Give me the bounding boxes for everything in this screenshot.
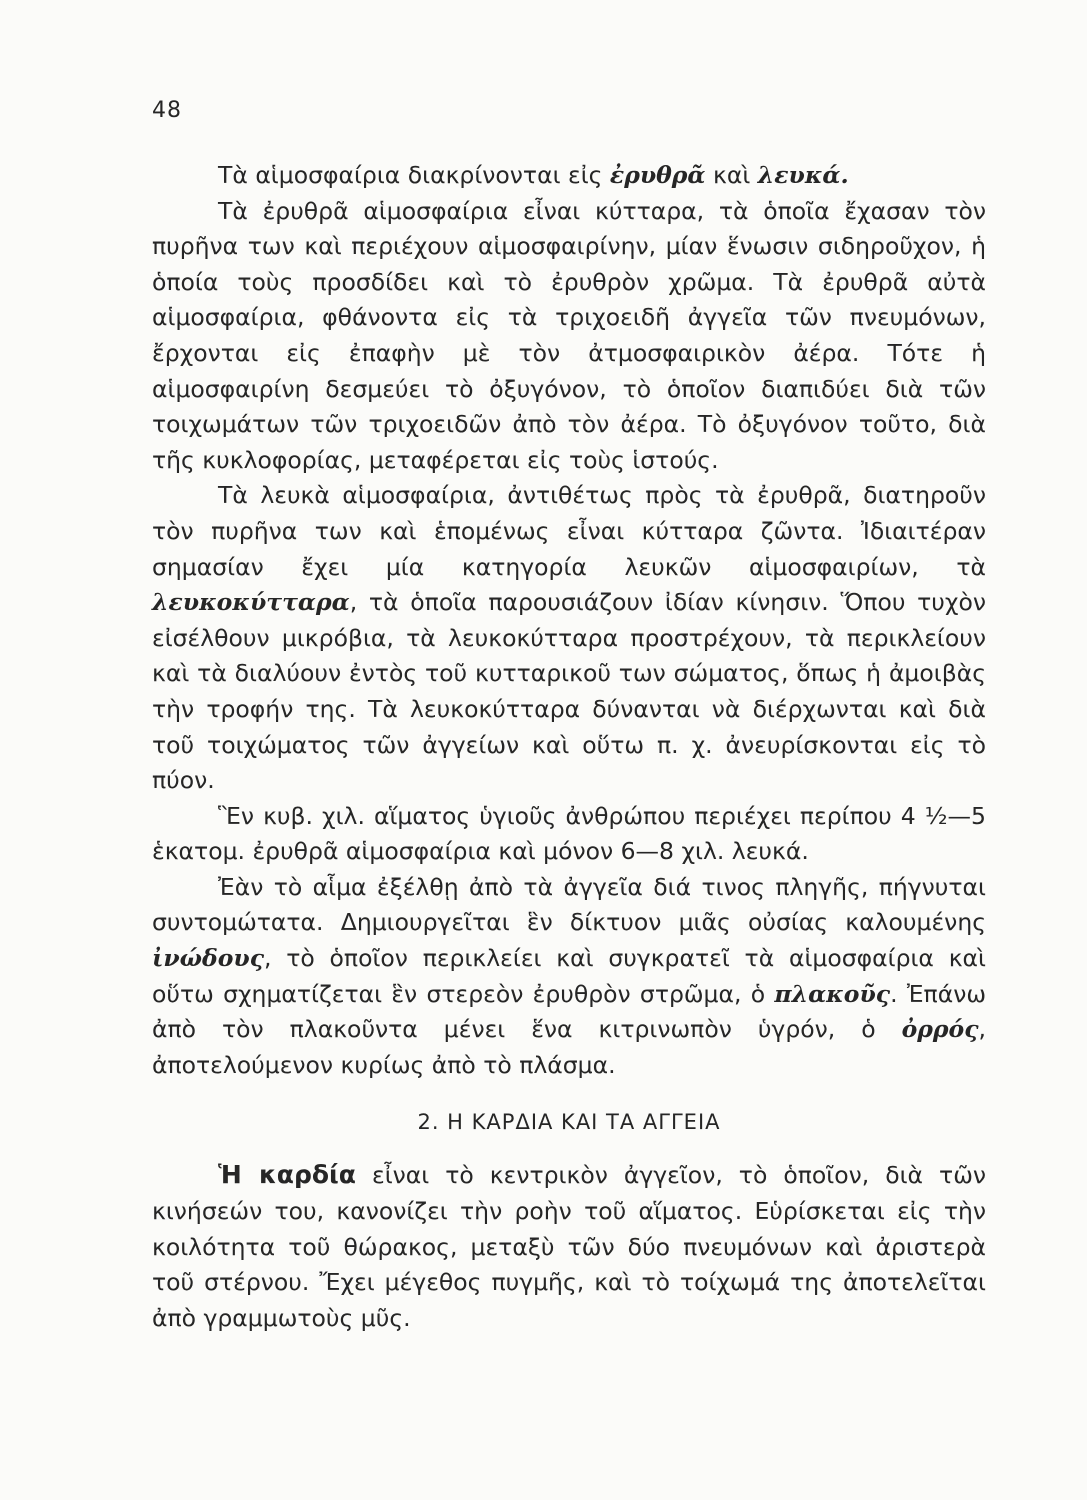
strong-term-heart: Ἡ καρδία (218, 1160, 356, 1190)
paragraph-white-blood-cells (152, 478, 986, 798)
paragraph-text: , τὰ ὁποῖα παρουσιάζουν ἰδίαν κίνησιν. Ὅπου τυχὸν εἰσέλθουν μικρόβια, τὰ λευκοκύτταρα προστρέχουν, τὰ περικλείουν καὶ τὰ διαλύουν ἐντὸς τοῦ κυτταρικοῦ των σώματος, ὅπως ἡ ἀμοιβὰς τὴν τροφήν της. Τὰ λευκοκύτταρα δύνανται νὰ διέρχωνται καὶ διὰ τοῦ τοιχώματος τῶν ἀγγείων καὶ οὕτω π. χ. ἀνευρίσκονται εἰς τὸ πύον. (152, 588, 986, 795)
paragraph-text: , ἀποτελούμενον κυρίως ἀπὸ τὸ πλάσμα. (152, 1015, 986, 1079)
emphasis-term-clot: πλακοῦς (774, 979, 891, 1008)
paragraph-text: καὶ (705, 161, 758, 189)
paragraph-red-blood-cells: Τὰ ἐρυθρᾶ αἱμοσφαίρια εἶναι κύτταρα, τὰ ὁποῖα ἔχασαν τὸν πυρῆνα των καὶ περιέχουν αἱμοσφαιρίνην, μίαν ἕνωσιν σιδηροῦχον, ἡ ὁποία τοὺς προσδίδει καὶ τὸ ἐρυθρὸν χρῶμα. Τὰ ἐρυθρᾶ αὐτὰ αἱμοσφαίρια, φθάνοντα εἰς τὰ τριχοειδῆ ἀγγεῖα τῶν πνευμόνων, ἔρχονται εἰς ἐπαφὴν μὲ τὸν ἀτμοσφαιρικὸν ἀέρα. Τότε ἡ αἱμοσφαιρίνη δεσμεύει τὸ ὀξυγόνον, τὸ ὁποῖον διαπιδύει διὰ τῶν τοιχωμάτων τῶν τριχοειδῶν ἀπὸ τὸν ἀέρα. Τὸ ὀξυγόνον τοῦτο, διὰ τῆς κυκλοφορίας, μεταφέρεται εἰς τοὺς ἱστούς. (152, 196, 986, 474)
paragraph-text: εἶναι τὸ κεντρικὸν ἀγγεῖον, τὸ ὁποῖον, διὰ τῶν κινήσεών του, κανονίζει τὴν ροὴν τοῦ αἵματος. Εὑρίσκεται εἰς τὴν κοιλότητα τοῦ θώρακος, μεταξὺ τῶν δύο πνευμόνων καὶ ἀριστερὰ τοῦ στέρνου. Ἔχει μέγεθος πυγμῆς, καὶ τὸ τοίχωμά της ἀποτελεῖται ἀπὸ γραμμωτοὺς μῦς. (152, 1161, 986, 1332)
paragraph-text: , τὸ ὁποῖον περικλείει καὶ συγκρατεῖ τὰ αἱμοσφαίρια καὶ οὕτω σχηματίζεται ἓν στερεὸν ἐρυθρὸν στρῶμα, ὁ (152, 944, 986, 1008)
emphasis-term-leukocytes: λευκοκύτταρα (152, 588, 350, 617)
paragraph-blood-counts: Ἓν κυβ. χιλ. αἵματος ὑγιοῦς ἀνθρώπου περιέχει περίπου 4 ½—5 ἑκατομ. ἐρυθρᾶ αἱμοσφαίρια καὶ μόνον 6—8 χιλ. λευκά. (152, 801, 986, 866)
page-body (152, 158, 986, 1336)
paragraph-text: Τὰ αἱμοσφαίρια διακρίνονται εἰς (218, 161, 610, 189)
emphasis-term-serum: ὀρρός (901, 1015, 979, 1044)
page-number: 48 (152, 98, 182, 123)
paragraph-text: . Ἐπάνω ἀπὸ τὸν πλακοῦντα μένει ἕνα κιτρινωπὸν ὑγρόν, ὁ (152, 979, 986, 1044)
paragraph-text: Τὰ λευκὰ αἱμοσφαίρια, ἀντιθέτως πρὸς τὰ ἐρυθρᾶ, διατηροῦν τὸν πυρῆνα των καὶ ἑπομένως εἶναι κύτταρα ζῶντα. Ἰδιαιτέραν σημασίαν ἔχει μία κατηγορία λευκῶν αἱμοσφαιρίων, τὰ (152, 481, 986, 581)
paragraph-heart (152, 1157, 986, 1336)
paragraph-coagulation (152, 870, 986, 1084)
emphasis-term-red: ἐρυθρᾶ (609, 161, 706, 189)
emphasis-term-white: λευκά. (757, 161, 849, 189)
paragraph-text: Ἐὰν τὸ αἷμα ἐξέλθῃ ἀπὸ τὰ ἀγγεῖα διά τινος πληγῆς, πήγνυται συντομώτατα. Δημιουργεῖται ἓν δίκτυον μιᾶς οὐσίας καλουμένης (152, 872, 986, 937)
emphasis-term-fibrin: ἰνώδους (152, 944, 265, 973)
section-heading: 2. Η ΚΑΡΔΙΑ ΚΑΙ ΤΑ ΑΓΓΕΙΑ (417, 1110, 721, 1135)
paragraph-blood-cells-types (152, 158, 986, 194)
